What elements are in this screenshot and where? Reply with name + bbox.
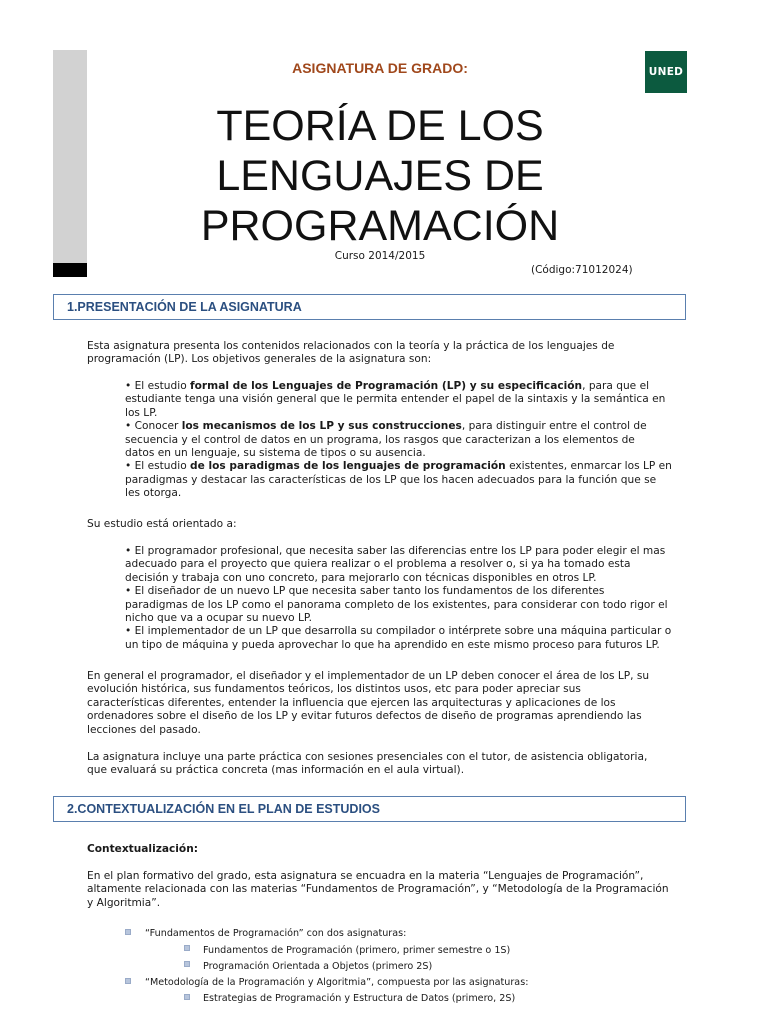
text-line: En el plan formativo del grado, esta asignatura se encuadra en la materia “Lenguajes de Programación”, <box>87 870 644 882</box>
text-line: les otorga. <box>125 487 182 500</box>
text-fragment: • El estudio <box>125 460 191 473</box>
subject-label: ASIGNATURA DE GRADO: <box>292 60 468 76</box>
text-line: paradigmas y destacar las características de los LP que los hacen adecuados para la función que se <box>125 473 657 486</box>
page-title <box>170 101 590 251</box>
section-heading-text: 2.CONTEXTUALIZACIÓN EN EL PLAN DE ESTUDIOS <box>67 802 380 816</box>
text-line: decisión y trabaja con uno concreto, para mejorarlo con técnicas disponibles en otros LP. <box>125 571 597 584</box>
text-line: lecciones del pasado. <box>87 723 201 736</box>
text-line: características diferentes, entender la influencia que ejercen las arquitecturas y aplicaciones de los <box>87 696 616 709</box>
text-line: • El diseñador de un nuevo LP que necesita saber tanto los fundamentos de los diferentes <box>125 585 605 598</box>
text-line: secuencia y el control de datos en un programa, los rasgos que caracterizan a los elementos de <box>125 433 635 446</box>
text-line: • El implementador de un LP que desarrolla su compilador o intérprete sobre una máquina particular o <box>125 625 672 638</box>
bullet-square-icon <box>184 945 190 951</box>
text-line: En general el programador, el diseñador y el implementador de un LP deben conocer el área de los LP, su <box>87 670 650 682</box>
section-heading-presentacion <box>53 294 686 320</box>
text-line: los LP. <box>125 406 158 419</box>
text-line: paradigmas de los LP como el panorama completo de los existentes, para considerar con todo rigor el <box>125 598 668 611</box>
objective-line <box>125 420 686 433</box>
bullet-square-icon <box>125 929 131 935</box>
left-decor-bar-foot <box>53 263 87 277</box>
objective-line <box>125 460 686 473</box>
text-fragment: , para que el <box>582 380 650 392</box>
bullet-square-icon <box>125 978 131 984</box>
course-code: (Código:71012024) <box>531 264 633 276</box>
subheading: Contextualización: <box>87 843 198 855</box>
objectives-list <box>125 380 686 501</box>
text-bold: formal de los Lenguajes de Programación (LP) y su especificación <box>190 380 583 392</box>
bullet-square-icon <box>184 994 190 1000</box>
text-line: y Algoritmia”. <box>87 896 161 909</box>
text-fragment: , para distinguir entre el control de <box>461 420 647 433</box>
list-item: Estrategias de Programación y Estructura de Datos (primero, 2S) <box>203 993 516 1004</box>
text-line: programación (LP). Los objetivos generales de la asignatura son: <box>87 353 432 366</box>
text-line: altamente relacionada con las materias “Fundamentos de Programación”, y “Metodología de la Programación <box>87 883 669 896</box>
general-paragraph <box>87 670 686 737</box>
text-line: que evaluará su práctica concreta (mas información en el aula virtual). <box>87 764 465 777</box>
text-fragment: existentes, enmarcar los LP en <box>505 460 672 473</box>
text-fragment: • El estudio <box>125 380 191 392</box>
text-line: La asignatura incluye una parte práctica con sesiones presenciales con el tutor, de asistencia obligatoria, <box>87 751 648 763</box>
list-item: “Metodología de la Programación y Algoritmia”, compuesta por las asignaturas: <box>145 977 529 988</box>
objective-line <box>125 380 686 393</box>
list-item: “Fundamentos de Programación” con dos asignaturas: <box>145 928 407 939</box>
text-line: Su estudio está orientado a: <box>87 518 237 530</box>
practice-paragraph <box>87 751 686 778</box>
course-year: Curso 2014/2015 <box>334 250 426 262</box>
text-line: datos en un lenguaje, su sistema de tipos o su ausencia. <box>125 447 426 460</box>
section-heading-contextualizacion <box>53 796 686 822</box>
text-line: Esta asignatura presenta los contenidos relacionados con la teoría y la práctica de los lenguajes de <box>87 340 615 352</box>
title-line: PROGRAMACIÓN <box>200 202 560 250</box>
text-line: nicho que va a ocupar su nuevo LP. <box>125 612 312 625</box>
uned-logo: UNED <box>645 51 687 93</box>
list-item: Fundamentos de Programación (primero, primer semestre o 1S) <box>203 945 511 956</box>
plan-paragraph <box>87 870 686 910</box>
audience-list <box>125 545 686 652</box>
left-decor-bar <box>53 50 87 263</box>
text-line: evolución histórica, sus fundamentos teóricos, los distintos usos, etc para poder apreciar sus <box>87 683 581 696</box>
intro-paragraph <box>87 340 686 367</box>
text-line: • El programador profesional, que necesita saber las diferencias entre los LP para poder elegir el mas <box>125 545 666 557</box>
oriented-heading <box>87 518 686 531</box>
text-line: estudiante tenga una visión general que le permita entender el papel de la sintaxis y la semántica en <box>125 393 666 406</box>
title-line: TEORÍA DE LOS <box>216 102 544 150</box>
text-bold: los mecanismos de los LP y sus construcciones <box>181 420 462 433</box>
section-heading-text: 1.PRESENTACIÓN DE LA ASIGNATURA <box>67 300 302 314</box>
title-line: LENGUAJES DE <box>216 152 544 200</box>
text-line: adecuado para el proyecto que quiera realizar o el problema a resolver o, si ya ha tomado esta <box>125 558 631 571</box>
bullet-square-icon <box>184 961 190 967</box>
text-bold: de los paradigmas de los lenguajes de programación <box>190 460 506 473</box>
text-line: un tipo de máquina y pueda aprovechar lo que ha aprendido en este mismo proceso para futuros LP. <box>125 638 660 651</box>
list-item: Programación Orientada a Objetos (primero 2S) <box>203 961 433 972</box>
text-line: ordenadores sobre el diseño de los LP y evitar futuros defectos de diseño de programas aprendiendo las <box>87 710 642 723</box>
text-fragment: • Conocer <box>125 420 182 433</box>
